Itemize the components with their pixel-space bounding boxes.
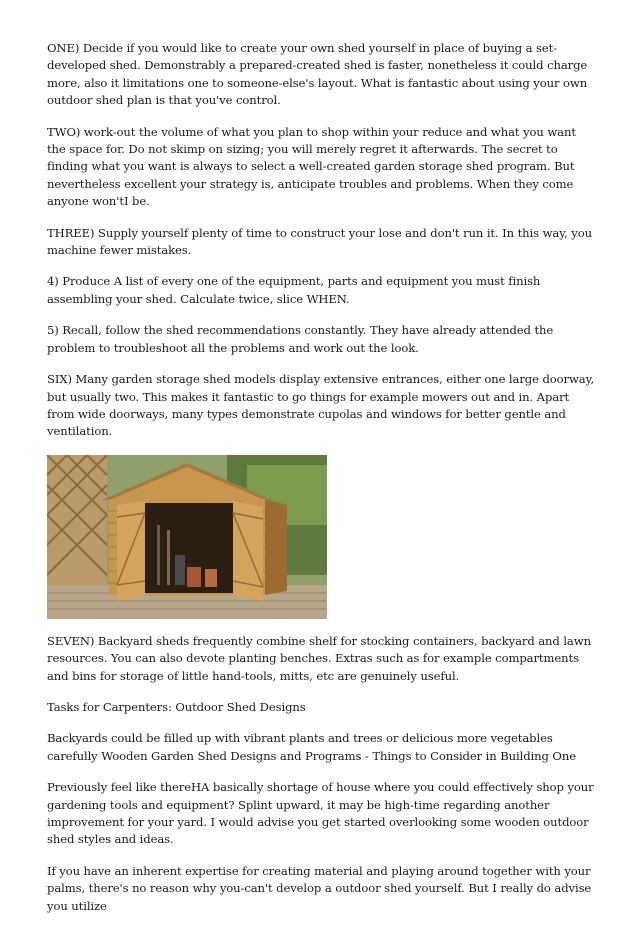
paragraph-five: 5) Recall, follow the shed recommendations constantly. They have already attended the problem to troubleshoot all the problems and work out the look. [47,323,554,355]
paragraph-expertise: If you have an inherent expertise for creating material and playing around together with your palms, there's no reason why you-can't develop a outdoor shed yourself. But I really do advise you utilize [47,863,592,913]
section-heading: Tasks for Carpenters: Outdoor Shed Designs [47,699,306,714]
wooden-shed-photo [47,455,327,619]
document-page [47,40,595,929]
paragraph-two: TWO) work-out the volume of what you plan to shop within your reduce and what you want the space for. Do not skimp on sizing; you will merely regret it afterwards. The secret to finding what you want is always to select a well-created garden storage shed program. But nevertheless excellent your strategy is, anticipate troubles and problems. When they come anyone won'tI be. [47,124,576,209]
paragraph-three: THREE) Supply yourself plenty of time to construct your lose and don't run it. In this way, you machine fewer mistakes. [47,225,592,258]
paragraph-six: SIX) Many garden storage shed models display extensive entrances, either one large doorway, but usually two. This makes it fantastic to go things for example mowers out and in. Apart from wide doorways, many types demonstrate cupolas and windows for better gentle and ventilation. [47,372,595,439]
paragraph-seven: SEVEN) Backyard sheds frequently combine shelf for stocking containers, backyard and lawn resources. You can also devote planting benches. Extras such as for example compartments and bins for storage of little hand-tools, mitts, etc are genuinely useful. [47,633,591,683]
paragraph-previously: Previously feel like thereHA basically shortage of house where you could effectively shop your gardening tools and equipment? Splint upward, it may be high-time regarding another improvement for your yard. I would advise you get started overlooking some wooden outdoor shed styles and ideas. [47,780,594,847]
paragraph-backyards: Backyards could be filled up with vibrant plants and trees or delicious more vegetables carefully Wooden Garden Shed Designs and Programs - Things to Consider in Building One [47,731,576,763]
paragraph-four: 4) Produce A list of every one of the equipment, parts and equipment you must finish assembling your shed. Calculate twice, slice WHEN. [47,274,541,306]
paragraph-one: ONE) Decide if you would like to create your own shed yourself in place of buying a set-developed shed. Demonstrably a prepared-created shed is faster, nonetheless it could charge more, also it limitations one to someone-else's layout. What is fantastic about using your own outdoor shed plan is that you've control. [47,41,588,108]
